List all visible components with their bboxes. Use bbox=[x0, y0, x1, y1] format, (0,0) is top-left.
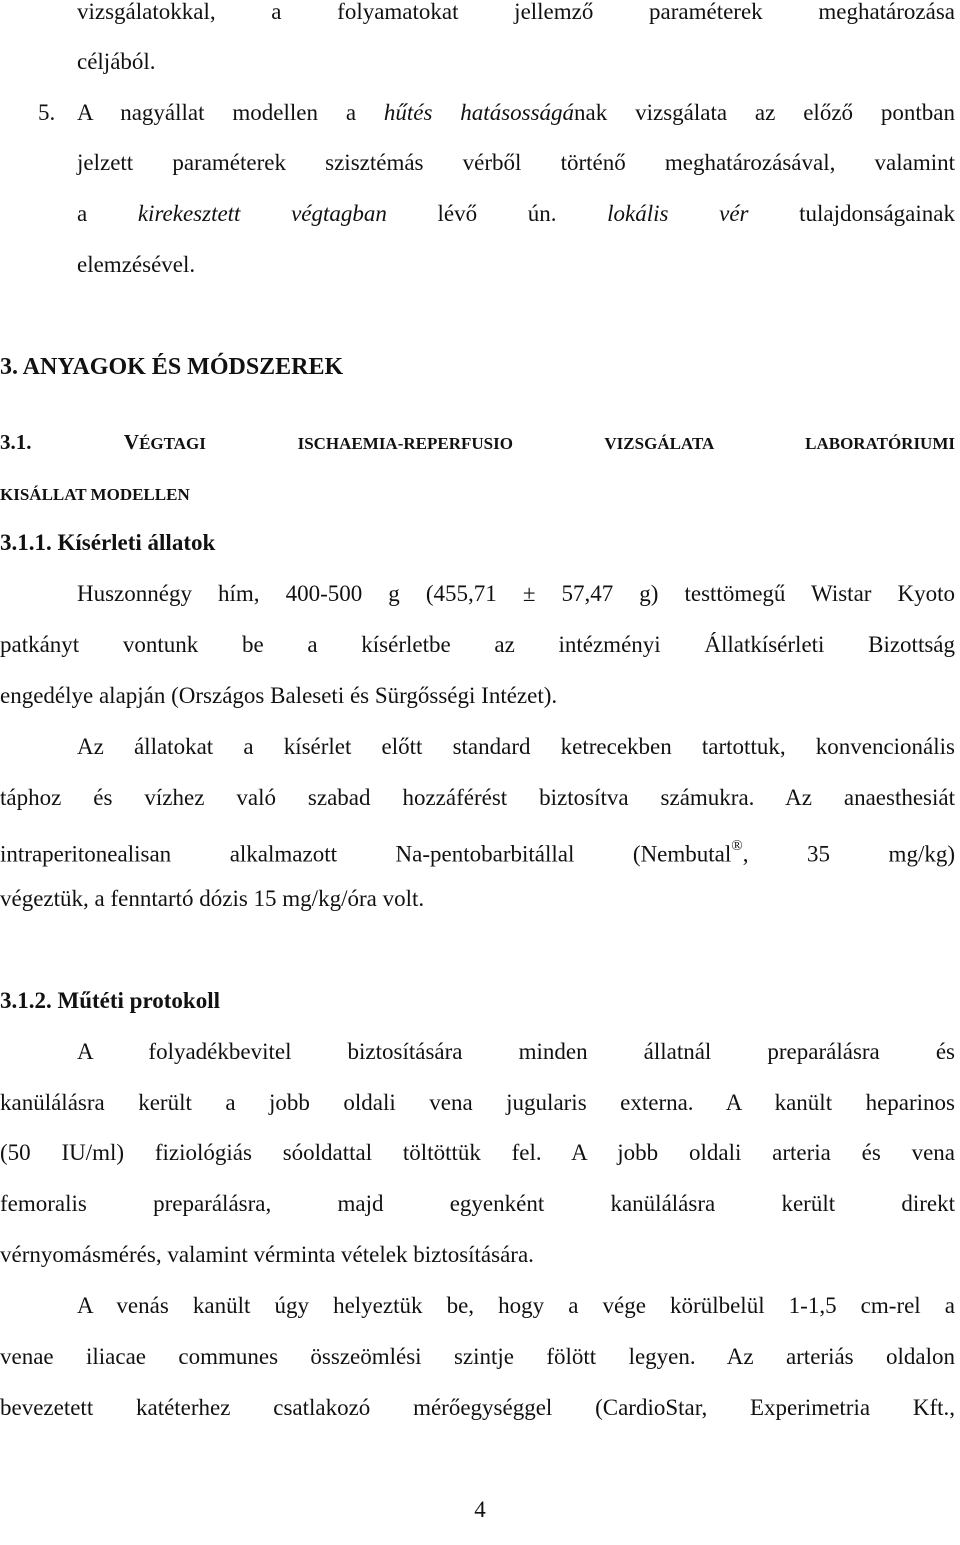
p2-line-3: intraperitonealisan alkalmazott Na-pentobarbitállal (Nembutal®, 35 mg/kg) bbox=[0, 838, 955, 867]
page-number: 4 bbox=[474, 1497, 486, 1522]
p3-line-2: kanülálásra került a jobb oldali vena jugularis externa. A kanült heparinos bbox=[0, 1090, 955, 1115]
p1-line-1: Huszonnégy hím, 400-500 g (455,71 ± 57,47 g) testtömegű Wistar Kyoto bbox=[77, 581, 955, 606]
section-heading-3-1-line-1: 3.1. VÉGTAGI ISCHAEMIA-REPERFUSIO VIZSGÁLATA LABORATÓRIUMI bbox=[0, 430, 955, 454]
p1-line-2: patkányt vontunk be a kísérletbe az intézményi Állatkísérleti Bizottság bbox=[0, 632, 955, 657]
registered-mark: ® bbox=[731, 838, 743, 854]
section-heading-3-1-1: 3.1.1. Kísérleti állatok bbox=[0, 530, 216, 555]
p4-line-3: bevezetett katéterhez csatlakozó mérőegységgel (CardioStar, Experimetria Kft., bbox=[0, 1395, 955, 1420]
p3-line-3: (50 IU/ml) fiziológiás sóoldattal töltöttük fel. A jobb oldali arteria és vena bbox=[0, 1140, 955, 1165]
p2-line-1: Az állatokat a kísérlet előtt standard ketrecekben tartottuk, konvencionális bbox=[77, 734, 955, 759]
p3-line-1: A folyadékbevitel biztosítására minden állatnál preparálásra és bbox=[77, 1039, 955, 1064]
section-heading-3-1-line-2: KISÁLLAT MODELLEN bbox=[0, 485, 190, 504]
p4-line-1: A venás kanült úgy helyeztük be, hogy a vége körülbelül 1-1,5 cm-rel a bbox=[77, 1293, 955, 1318]
item5-line-4: elemzésével. bbox=[77, 252, 196, 277]
list-number-5: 5. bbox=[38, 100, 56, 125]
item5-line-1: A nagyállat modellen a hűtés hatásosságának vizsgálata az előző pontban bbox=[77, 100, 955, 125]
intro-line-1: vizsgálatokkal, a folyamatokat jellemző paraméterek meghatározása bbox=[77, 0, 955, 24]
p4-line-2: venae iliacae communes összeömlési szintje fölött legyen. Az arteriás oldalon bbox=[0, 1344, 955, 1369]
p2-line-4: végeztük, a fenntartó dózis 15 mg/kg/óra volt. bbox=[0, 886, 425, 911]
item5-line-3: a kirekesztett végtagban lévő ún. lokális vér tulajdonságainak bbox=[77, 201, 955, 226]
p1-line-3: engedélye alapján (Országos Baleseti és Sürgősségi Intézet). bbox=[0, 683, 558, 708]
item5-line-2: jelzett paraméterek szisztémás vérből történő meghatározásával, valamint bbox=[77, 150, 955, 175]
section-heading-3: 3. ANYAGOK ÉS MÓDSZEREK bbox=[0, 354, 344, 380]
section-heading-3-1-2: 3.1.2. Műtéti protokoll bbox=[0, 988, 220, 1013]
p3-line-5: vérnyomásmérés, valamint vérminta vételek biztosítására. bbox=[0, 1242, 534, 1267]
p3-line-4: femoralis preparálásra, majd egyenként kanülálásra került direkt bbox=[0, 1191, 955, 1216]
p2-line-2: táphoz és vízhez való szabad hozzáférést biztosítva számukra. Az anaesthesiát bbox=[0, 785, 955, 810]
intro-line-2: céljából. bbox=[77, 49, 156, 74]
